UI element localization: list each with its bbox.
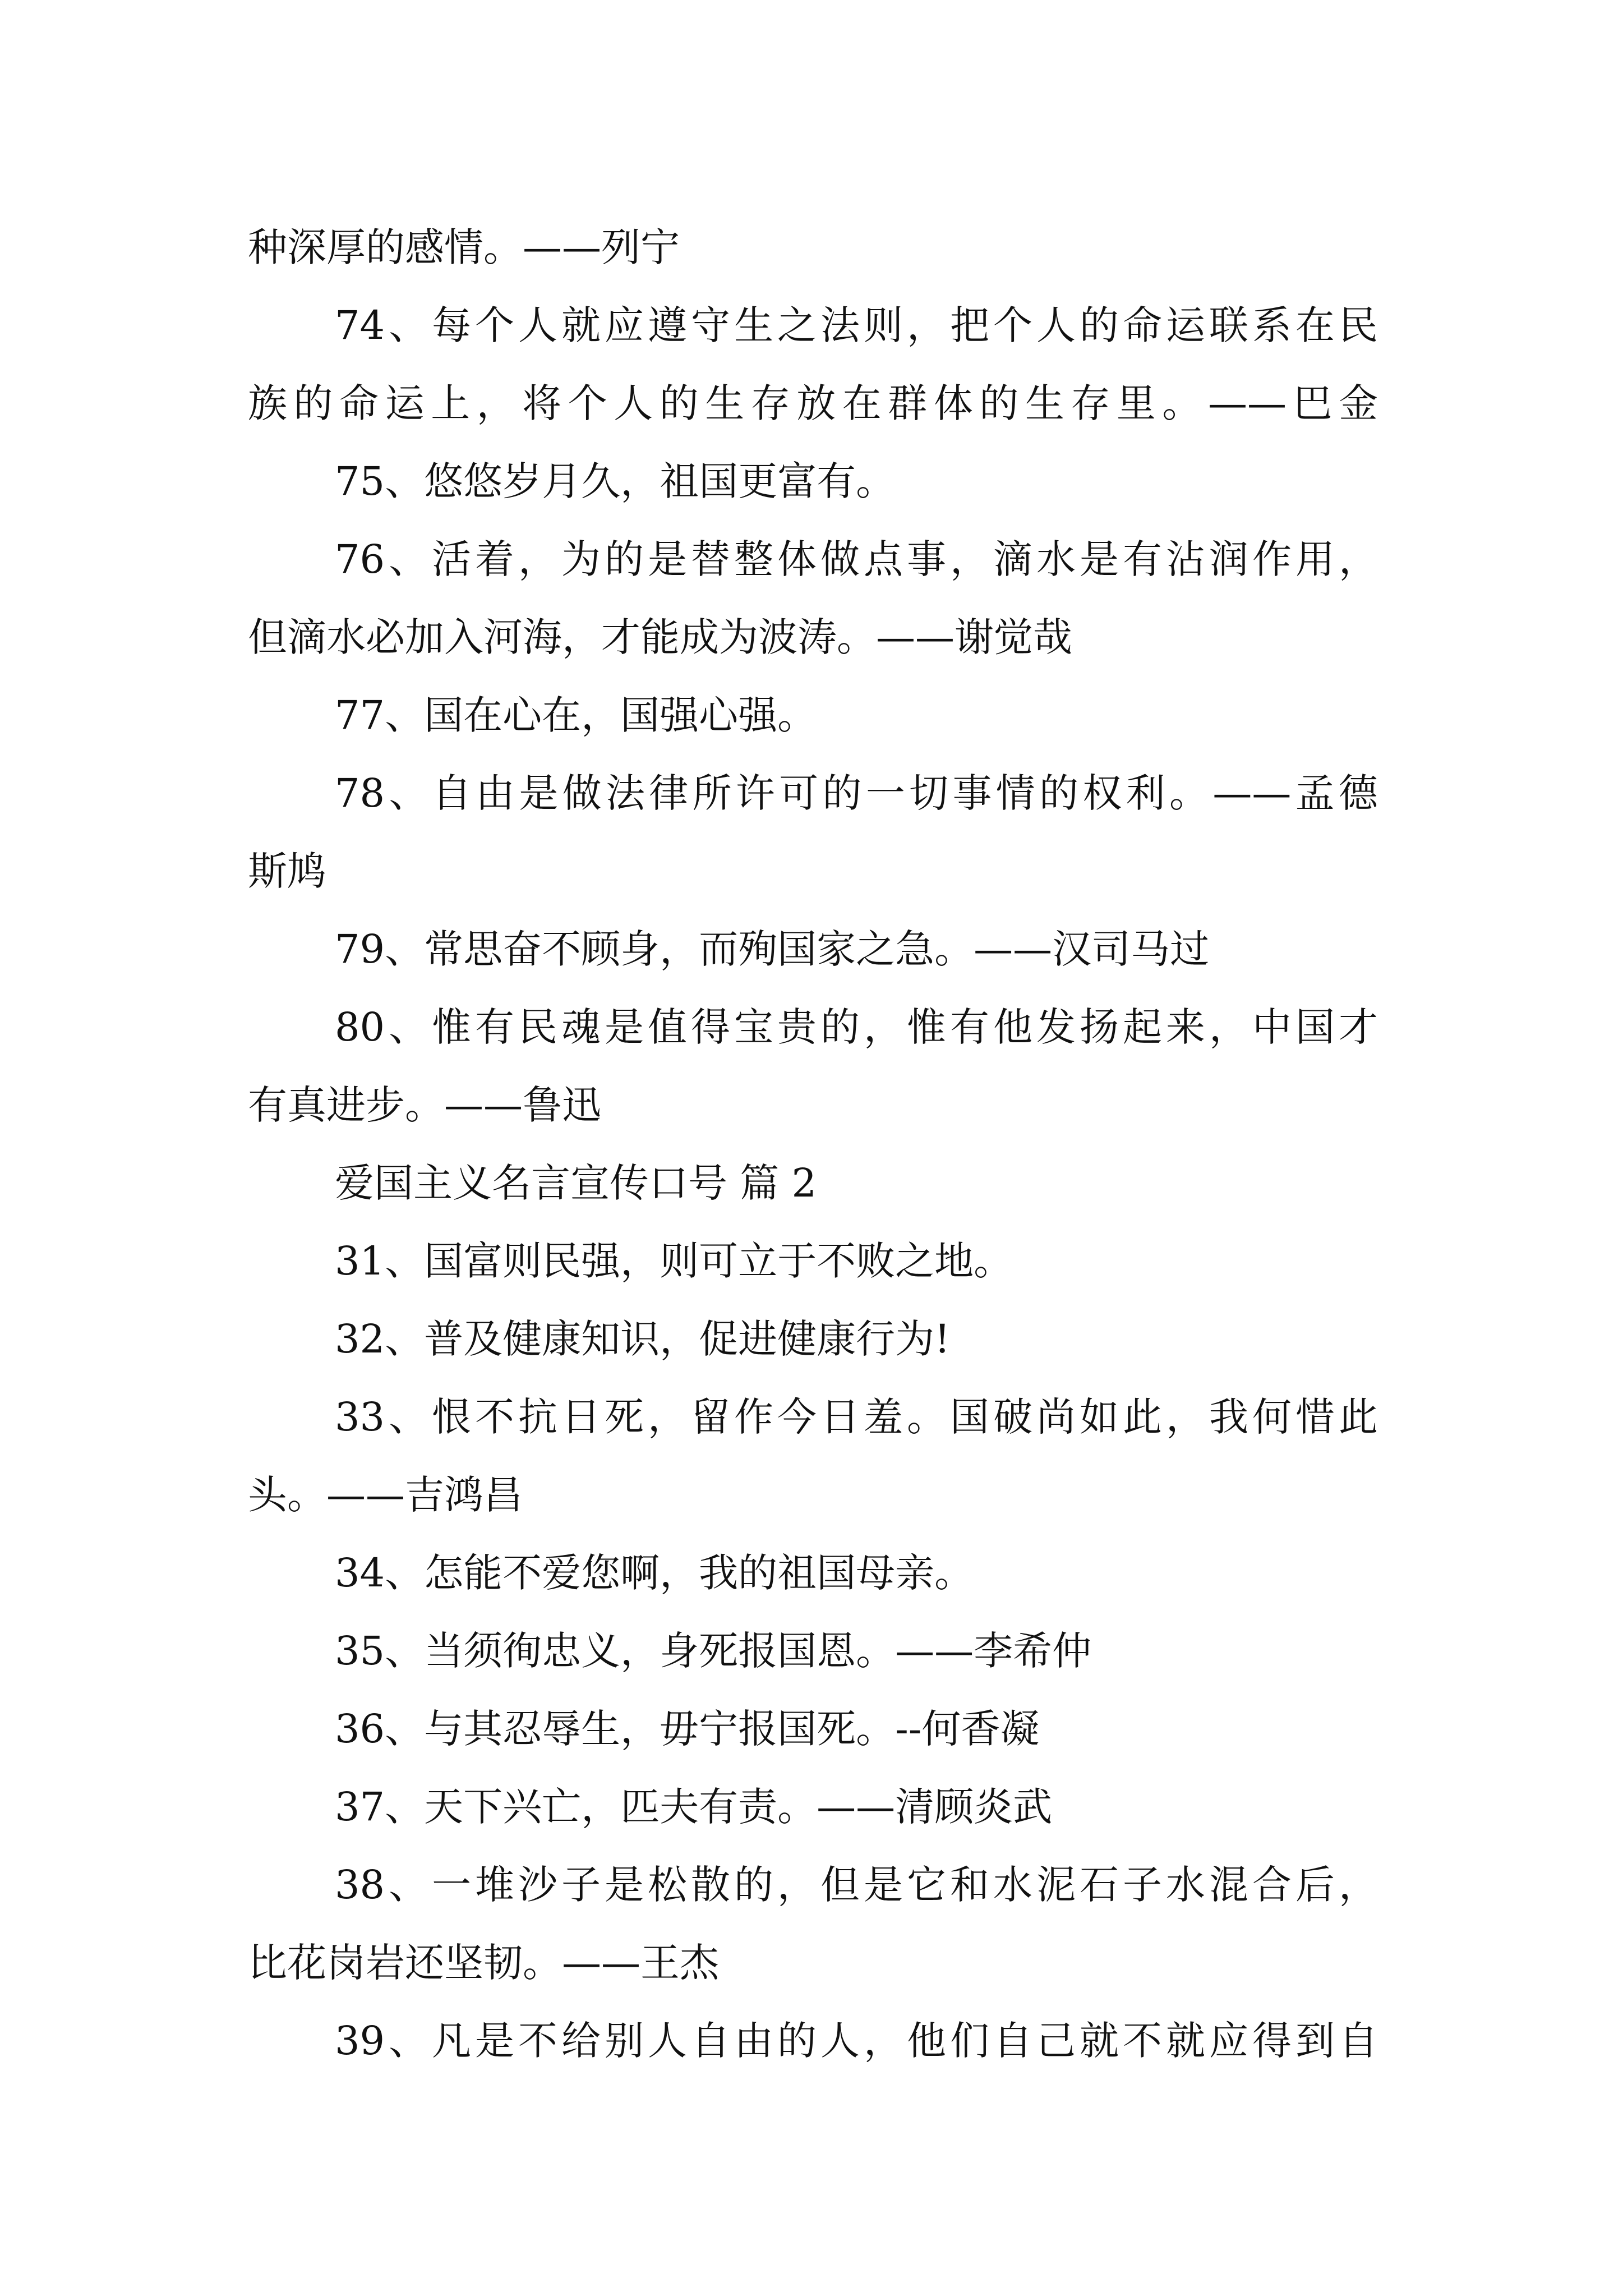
document-body	[248, 209, 1378, 2080]
text-line: 39、凡是不给别人自由的人，他们自己就不就应得到自	[335, 2018, 1378, 2064]
text-line: 74、每个人就应遵守生之法则，把个人的命运联系在民	[335, 302, 1378, 348]
text-line: 76、活着，为的是替整体做点事，滴水是有沾润作用，	[335, 536, 1378, 582]
text-line: 37、天下兴亡，匹夫有责。——清顾炎武	[335, 1784, 1053, 1830]
text-line: 33、恨不抗日死，留作今日羞。国破尚如此，我何惜此	[335, 1394, 1378, 1440]
text-line: 斯鸠	[248, 848, 326, 894]
text-line: 头。——吉鸿昌	[248, 1472, 523, 1518]
text-line: 75、悠悠岁月久，祖国更富有。	[335, 458, 896, 504]
text-line: 32、普及健康知识，促进健康行为!	[335, 1316, 951, 1362]
text-line: 但滴水必加入河海，才能成为波涛。——谢觉哉	[248, 614, 1072, 660]
text-line: 34、怎能不爱您啊，我的祖国母亲。	[335, 1550, 974, 1596]
text-line: 80、惟有民魂是值得宝贵的，惟有他发扬起来，中国才	[335, 1004, 1378, 1050]
text-line: 种深厚的感情。——列宁	[248, 224, 680, 270]
text-line: 38、一堆沙子是松散的，但是它和水泥石子水混合后，	[335, 1862, 1378, 1908]
text-line: 有真进步。——鲁迅	[248, 1082, 601, 1128]
text-line: 36、与其忍辱生，毋宁报国死。--何香凝	[335, 1706, 1040, 1752]
text-line: 31、国富则民强，则可立于不败之地。	[335, 1238, 1013, 1284]
text-line: 35、当须徇忠义，身死报国恩。——李希仲	[335, 1628, 1092, 1674]
section-heading: 爱国主义名言宣传口号 篇 2	[335, 1160, 817, 1206]
text-line: 比花岗岩还坚韧。——王杰	[248, 1940, 719, 1986]
text-line: 79、常思奋不顾身，而殉国家之急。——汉司马过	[335, 926, 1210, 972]
text-line: 族的命运上，将个人的生存放在群体的生存里。——巴金	[248, 380, 1378, 426]
text-line: 78、自由是做法律所许可的一切事情的权利。——孟德	[335, 770, 1378, 816]
text-line: 77、国在心在，国强心强。	[335, 692, 817, 738]
